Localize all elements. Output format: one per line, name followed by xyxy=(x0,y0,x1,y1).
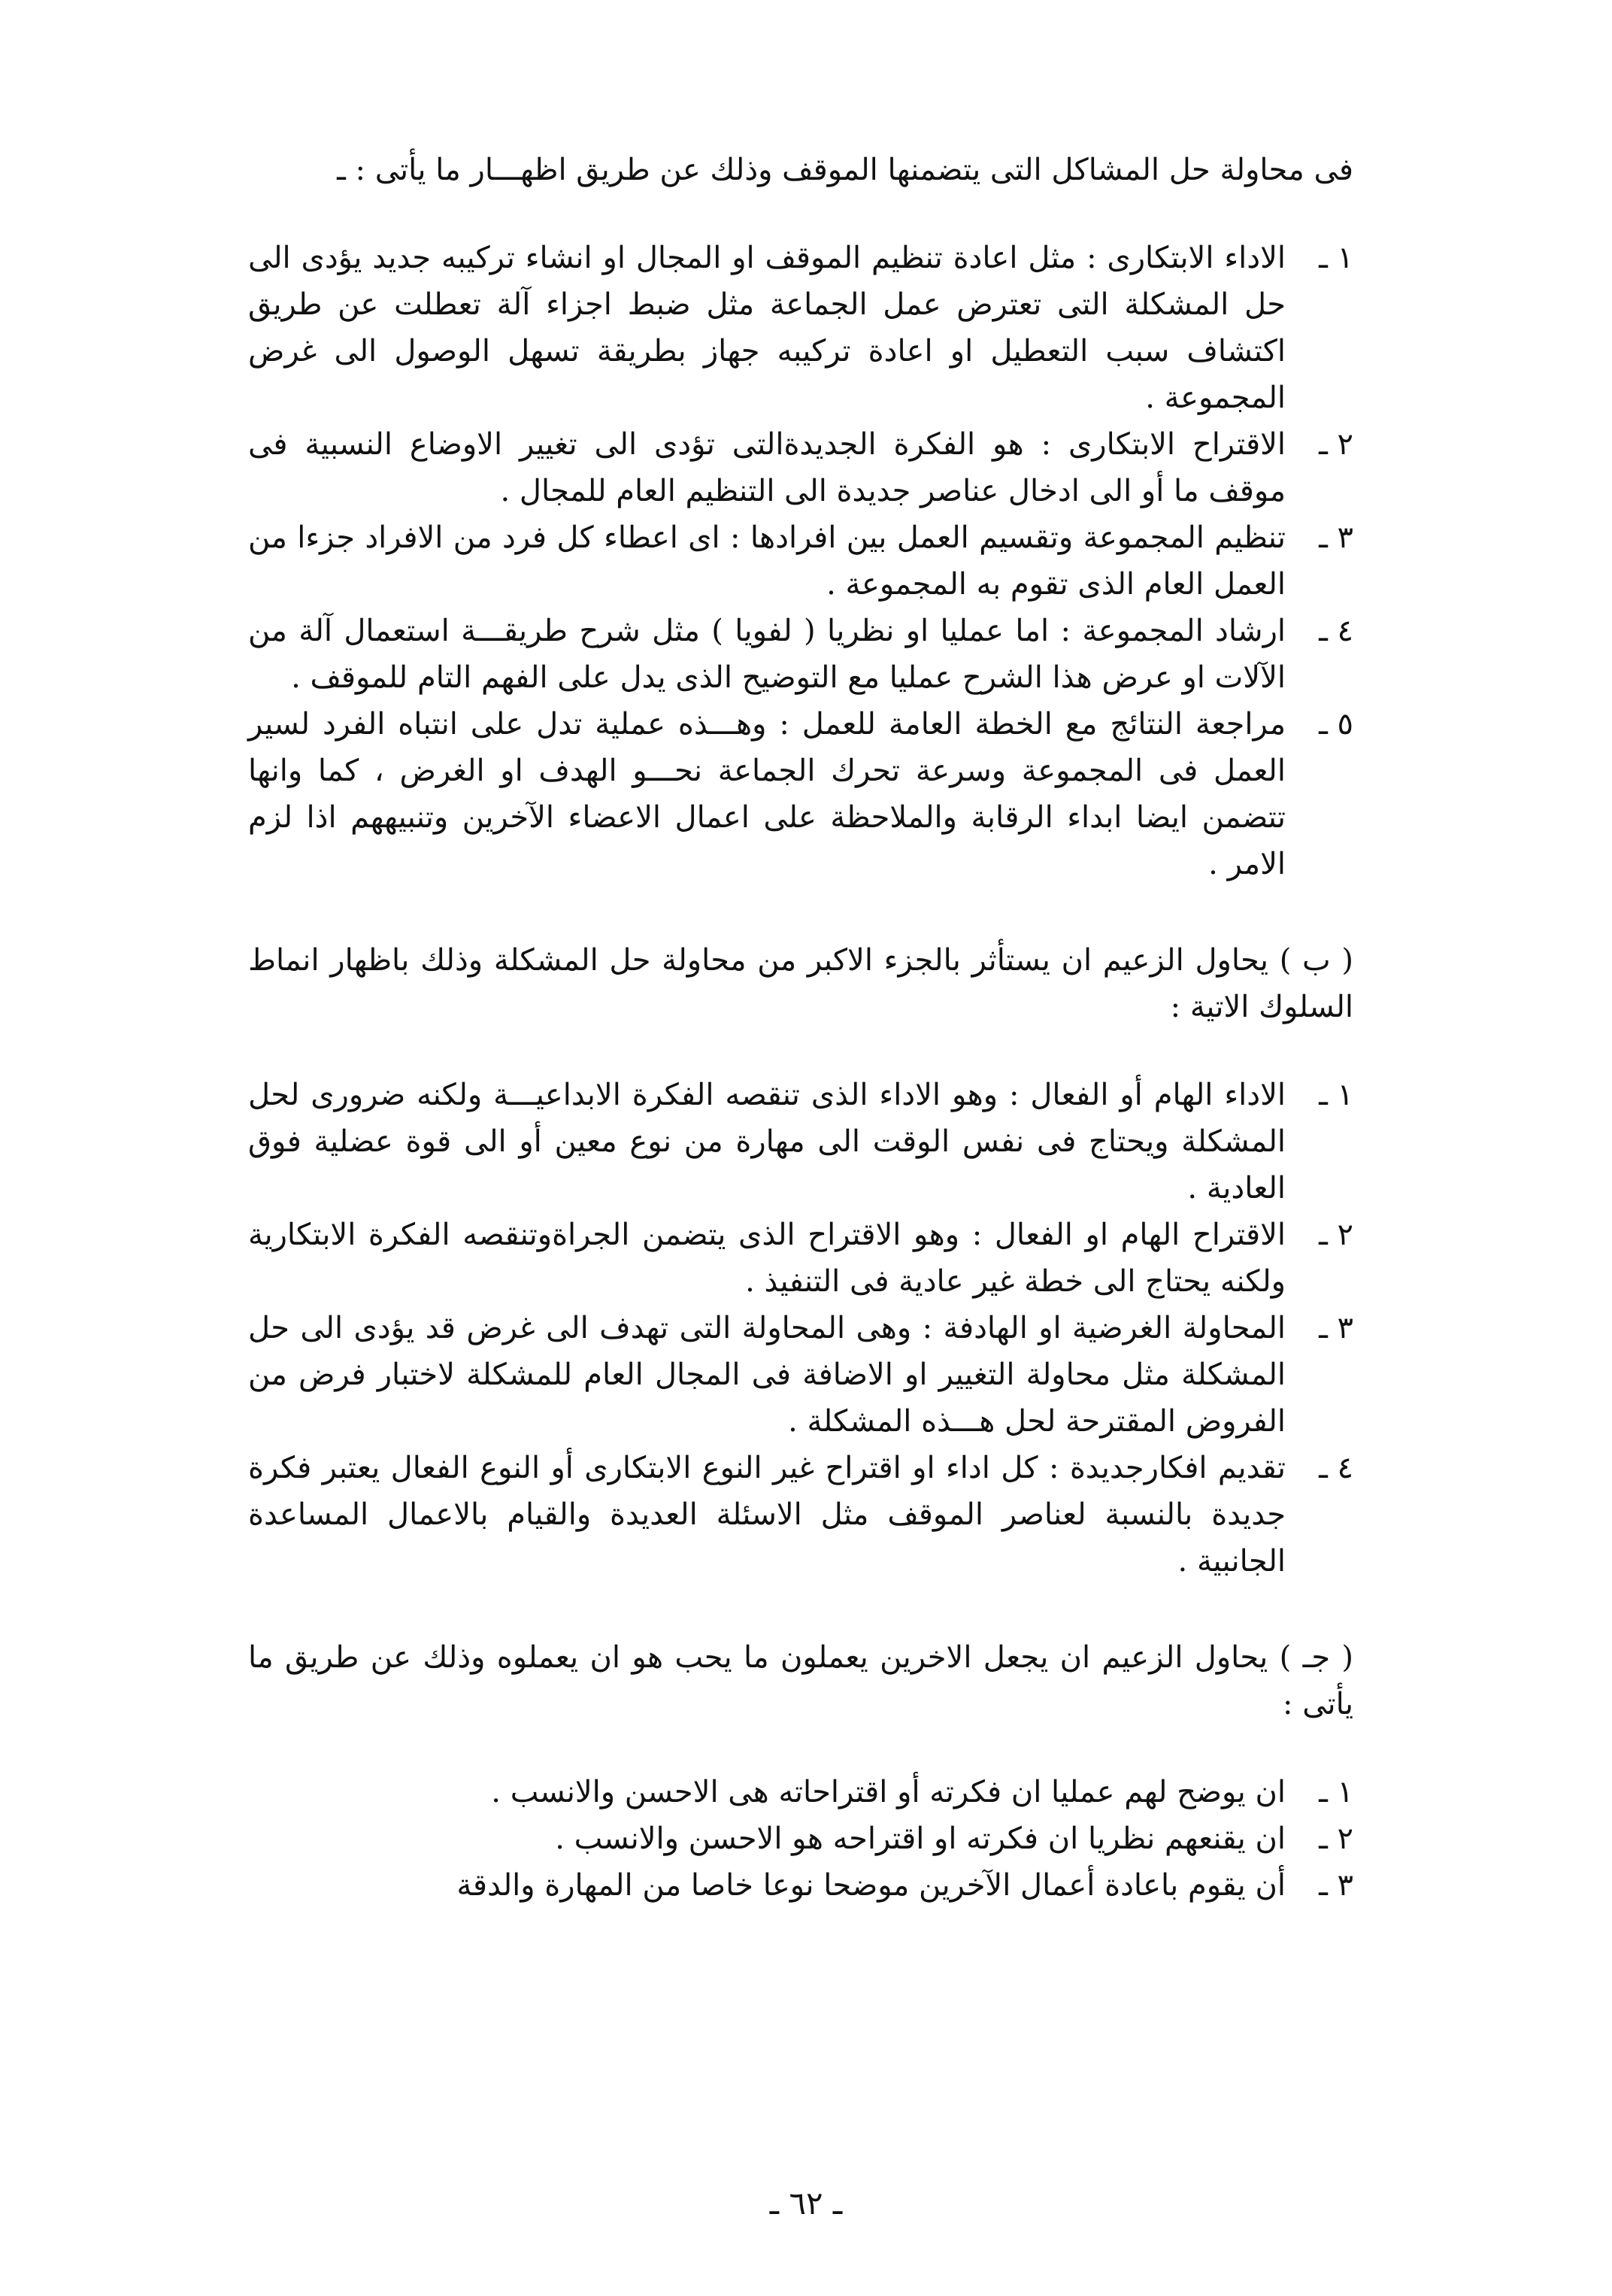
item-text: تقديم افكارجديدة : كل اداء او اقتراح غير النوع الابتكارى أو النوع الفعال يعتبر فكرة جديدة بالنسبة لعناصر الموقف مثل الاسئلة العديدة والقيام بالاعمال المساعدة الجانبية . xyxy=(248,1451,1286,1579)
item-text: أن يقوم باعادة أعمال الآخرين موضحا نوعا خاصا من المهارة والدقة xyxy=(456,1868,1286,1903)
item-text: الاقتراح الهام او الفعال : وهو الاقتراح الذى يتضمن الجراةوتنقصه الفكرة الابتكارية ولكنه يحتاج الى خطة غير عادية فى التنفيذ . xyxy=(248,1218,1286,1299)
item-number: ١ ـ xyxy=(1319,1078,1353,1112)
item-number: ٢ ـ xyxy=(1319,1218,1353,1252)
section-b-heading: ( ب ) يحاول الزعيم ان يستأثر بالجزء الاكبر من محاولة حل المشكلة وذلك باظهار انماط السلوك الاتية : xyxy=(248,943,1353,1024)
intro-paragraph: فى محاولة حل المشاكل التى يتضمنها الموقف وذلك عن طريق اظهـــار ما يأتى : ـ xyxy=(337,153,1353,187)
list-item xyxy=(248,235,1353,421)
item-number: ٢ ـ xyxy=(1319,427,1353,462)
item-text: ان يقنعهم نظريا ان فكرته او اقتراحه هو الاحسن والانسب . xyxy=(555,1821,1286,1856)
item-number: ٢ ـ xyxy=(1319,1821,1353,1856)
item-text: مراجعة النتائج مع الخطة العامة للعمل : وهـــذه عملية تدل على انتباه الفرد لسير العمل فى المجموعة وسرعة تحرك الجماعة نحـــو الهدف او الغرض ، كما وانها تتضمن ايضا ابداء الرقابة والملاحظة على اعمال الاعضاء الآخرين وتنبيههم اذا لزم الامر . xyxy=(248,707,1286,881)
item-number: ١ ـ xyxy=(1319,1775,1353,1809)
list-item xyxy=(248,514,1353,608)
page-number: ـ ٦٢ ـ xyxy=(769,2185,843,2222)
item-text: الاداء الابتكارى : مثل اعادة تنظيم الموقف او المجال او انشاء تركيبه جديد يؤدى الى حل المشكلة التى تعترض عمل الجماعة مثل ضبط اجزاء آلة تعطلت عن طريق اكتشاف سبب التعطيل او اعادة تركيبه جهاز بطريقة تسهل الوصول الى غرض المجموعة . xyxy=(248,241,1286,415)
item-number: ٣ ـ xyxy=(1319,520,1353,555)
item-number: ٤ ـ xyxy=(1319,1451,1353,1485)
list-item xyxy=(248,1862,1353,1909)
list-c xyxy=(248,1769,1353,1909)
item-text: الاقتراح الابتكارى : هو الفكرة الجديدةالتى تؤدى الى تغيير الاوضاع النسبية فى موقف ما أو الى ادخال عناصر جديدة الى التنظيم العام للمجال . xyxy=(248,427,1286,508)
list-item xyxy=(248,1445,1353,1585)
list-item xyxy=(248,701,1353,887)
item-number: ٣ ـ xyxy=(1319,1311,1353,1345)
list-item xyxy=(248,1769,1353,1815)
section-c-heading: ( جـ ) يحاول الزعيم ان يجعل الاخرين يعملون ما يحب هو ان يعملوه وذلك عن طريق ما يأتى : xyxy=(248,1640,1353,1721)
list-b xyxy=(248,1072,1353,1585)
item-text: تنظيم المجموعة وتقسيم العمل بين افرادها : اى اعطاء كل فرد من الافراد جزءا من العمل العام الذى تقوم به المجموعة . xyxy=(248,520,1286,602)
list-a xyxy=(248,235,1353,887)
item-text: ارشاد المجموعة : اما عمليا او نظريا ( لفويا ) مثل شرح طريقـــة استعمال آلة من الآلات او عرض هذا الشرح عمليا مع التوضيح الذى يدل على الفهم التام للموقف . xyxy=(248,614,1286,695)
item-number: ٣ ـ xyxy=(1319,1868,1353,1903)
text-column xyxy=(248,147,1353,1909)
list-item xyxy=(248,421,1353,514)
item-text: الاداء الهام أو الفعال : وهو الاداء الذى تنقصه الفكرة الابداعيـــة ولكنه ضرورى لحل المشكلة ويحتاج فى نفس الوقت الى مهارة من نوع معين أو الى قوة عضلية فوق العادية . xyxy=(248,1078,1286,1206)
item-text: ان يوضح لهم عمليا ان فكرته أو اقتراحاته هى الاحسن والانسب . xyxy=(491,1775,1286,1809)
item-text: المحاولة الغرضية او الهادفة : وهى المحاولة التى تهدف الى غرض قد يؤدى الى حل المشكلة مثل محاولة التغيير او الاضافة فى المجال العام للمشكلة لاختبار فرض من الفروض المقترحة لحل هـــذه المشكلة . xyxy=(248,1311,1286,1439)
item-number: ٤ ـ xyxy=(1319,614,1353,648)
item-number: ١ ـ xyxy=(1319,241,1353,275)
list-item xyxy=(248,608,1353,701)
list-item xyxy=(248,1072,1353,1212)
list-item xyxy=(248,1815,1353,1862)
item-number: ٥ ـ xyxy=(1319,707,1353,742)
list-item xyxy=(248,1212,1353,1305)
list-item xyxy=(248,1305,1353,1445)
